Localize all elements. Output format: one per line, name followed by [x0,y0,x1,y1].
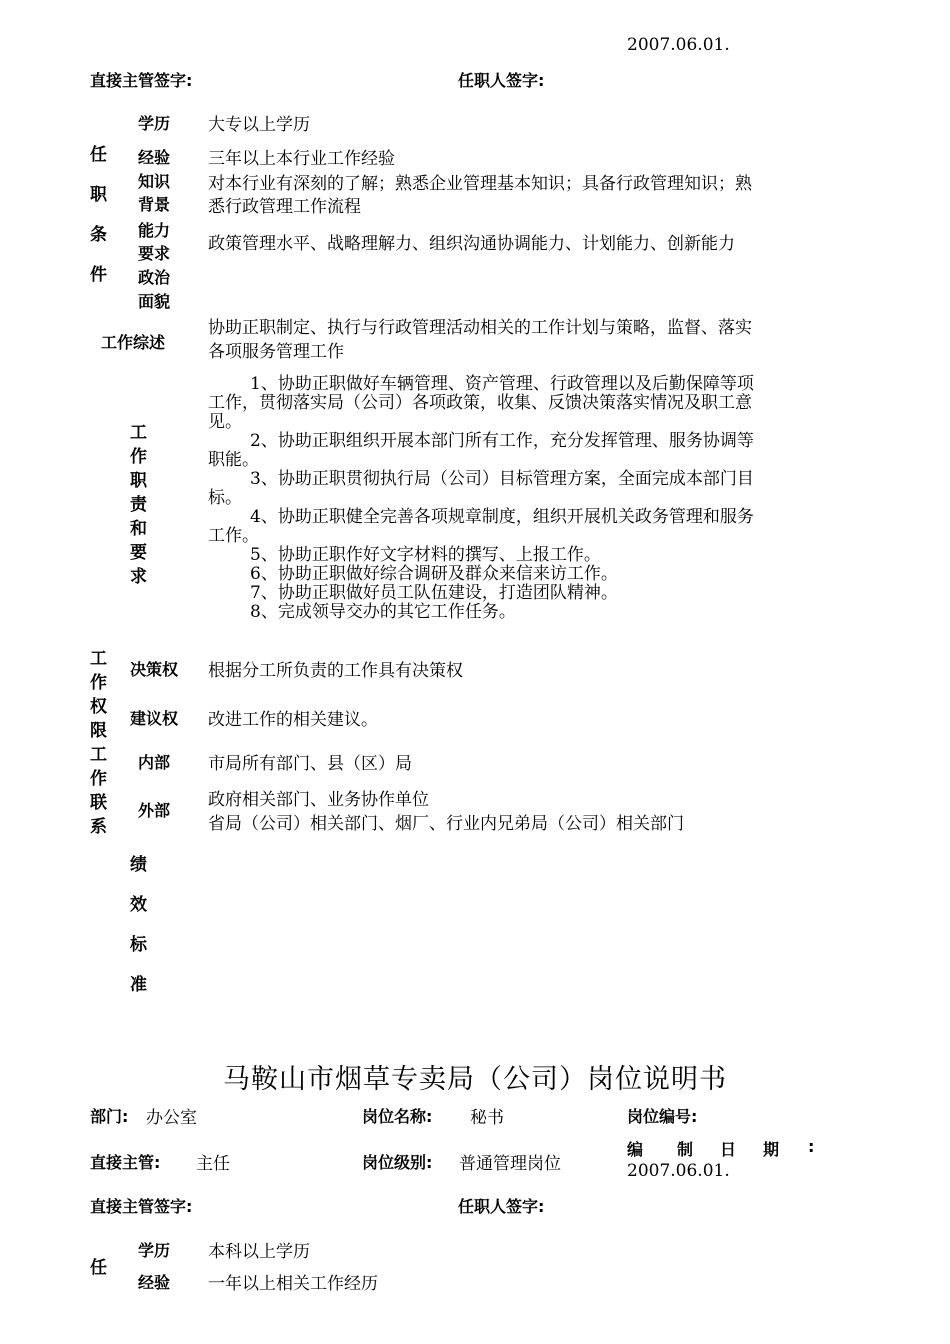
section-char: 作 [130,447,147,467]
position-level-value: 普通管理岗位 [459,1154,561,1174]
label-char: 编 [627,1140,644,1159]
qualification-value-experience-2: 一年以上相关工作经历 [208,1274,378,1294]
duty-line: 见。 [208,412,242,432]
date-top: 2007.06.01. [627,35,730,55]
duty-line: 5、协助正职作好文字材料的撰写、上报工作。 [250,545,601,565]
section-char: 求 [130,567,147,587]
position-level-label: 岗位级别: [362,1153,433,1172]
section-char: 件 [90,265,107,285]
qualification-label-knowledge: 知识 [138,172,171,191]
label-char: 日 [720,1140,737,1159]
section-char: 限 [90,721,107,741]
contact-value-internal: 市局所有部门、县（区）局 [208,754,412,774]
section-char: 效 [130,895,147,915]
qualification-label-experience: 经验 [138,148,171,167]
qualification-label-knowledge: 背景 [138,195,171,214]
section-char: 任 [90,145,107,165]
employee-signature-label: 任职人签字: [458,71,545,90]
label-char: 期 [763,1140,780,1159]
section-char: 工 [90,745,107,765]
section-char: 系 [90,817,107,837]
job-summary-text: 协助正职制定、执行与行政管理活动相关的工作计划与策略，监督、落实 [208,318,752,338]
duty-line: 4、协助正职健全完善各项规章制度，组织开展机关政务管理和服务 [250,507,754,527]
section-char: 责 [130,495,147,515]
duty-line: 1、协助正职做好车辆管理、资产管理、行政管理以及后勤保障等项 [250,374,754,394]
qualification-label-political: 政治 [138,268,171,287]
section-char: 条 [90,225,107,245]
duty-line: 7、协助正职做好员工队伍建设，打造团队精神。 [250,583,618,603]
supervisor-signature-label: 直接主管签字: [90,71,193,90]
position-name-label: 岗位名称: [362,1107,433,1126]
section-char: 作 [90,769,107,789]
department-label: 部门: [90,1107,129,1126]
contact-value-external: 政府相关部门、业务协作单位 [208,790,429,810]
supervisor-value: 主任 [196,1154,230,1174]
section-char: 职 [90,185,107,205]
qualification-label-ability: 能力 [138,221,171,240]
preparation-date-value: 2007.06.01. [627,1161,730,1181]
duty-line: 6、协助正职做好综合调研及群众来信来访工作。 [250,564,618,584]
qualification-label-political: 面貌 [138,292,171,311]
section-char: 任 [90,1258,107,1278]
qualification-label-education: 学历 [138,114,171,133]
section-char: 标 [130,935,147,955]
employee-signature-label-2: 任职人签字: [458,1197,545,1216]
qualification-value-knowledge: 悉行政管理工作流程 [208,197,361,217]
section-char: 联 [90,793,107,813]
contact-value-external: 省局（公司）相关部门、烟厂、行业内兄弟局（公司）相关部门 [208,814,684,834]
job-summary-label: 工作综述 [101,333,166,352]
authority-value-suggestion: 改进工作的相关建议。 [208,710,378,730]
position-code-label: 岗位编号: [627,1107,698,1126]
section-char: 绩 [130,855,147,875]
contact-label-internal: 内部 [138,753,171,772]
authority-label-suggestion: 建议权 [130,709,179,728]
section-char: 准 [130,975,147,995]
authority-label-decision: 决策权 [130,660,179,679]
qualification-value-experience: 三年以上本行业工作经验 [208,149,395,169]
section-char: 和 [130,519,147,539]
duty-line: 职能。 [208,450,259,470]
section-char: 要 [130,543,147,563]
authority-value-decision: 根据分工所负责的工作具有决策权 [208,661,463,681]
job-summary-text: 各项服务管理工作 [208,342,344,362]
qualification-label-experience-2: 经验 [138,1273,171,1292]
supervisor-label: 直接主管: [90,1153,161,1172]
duty-line: 标。 [208,488,242,508]
position-name-value: 秘书 [470,1108,504,1128]
document-title: 马鞍山市烟草专卖局（公司）岗位说明书 [223,1064,727,1095]
label-char: 制 [677,1140,694,1159]
qualification-value-education: 大专以上学历 [208,115,310,135]
section-char: 工 [130,423,147,443]
supervisor-signature-label-2: 直接主管签字: [90,1197,193,1216]
section-char: 作 [90,673,107,693]
duty-line: 3、协助正职贯彻执行局（公司）目标管理方案，全面完成本部门目 [250,469,754,489]
label-char: : [808,1137,815,1156]
qualification-value-ability: 政策管理水平、战略理解力、组织沟通协调能力、计划能力、创新能力 [208,234,735,254]
department-value: 办公室 [146,1108,197,1128]
duty-line: 工作。 [208,526,259,546]
contact-label-external: 外部 [138,801,171,820]
qualification-label-ability: 要求 [138,244,171,263]
qualification-value-knowledge: 对本行业有深刻的了解；熟悉企业管理基本知识；具备行政管理知识；熟 [208,174,752,194]
section-char: 工 [90,649,107,669]
duty-line: 工作，贯彻落实局（公司）各项政策，收集、反馈决策落实情况及职工意 [208,393,752,413]
duty-line: 2、协助正职组织开展本部门所有工作，充分发挥管理、服务协调等 [250,431,754,451]
section-char: 职 [130,471,147,491]
qualification-label-education-2: 学历 [138,1241,171,1260]
section-char: 权 [90,697,107,717]
qualification-value-education-2: 本科以上学历 [208,1242,310,1262]
duty-line: 8、完成领导交办的其它工作任务。 [250,602,516,622]
